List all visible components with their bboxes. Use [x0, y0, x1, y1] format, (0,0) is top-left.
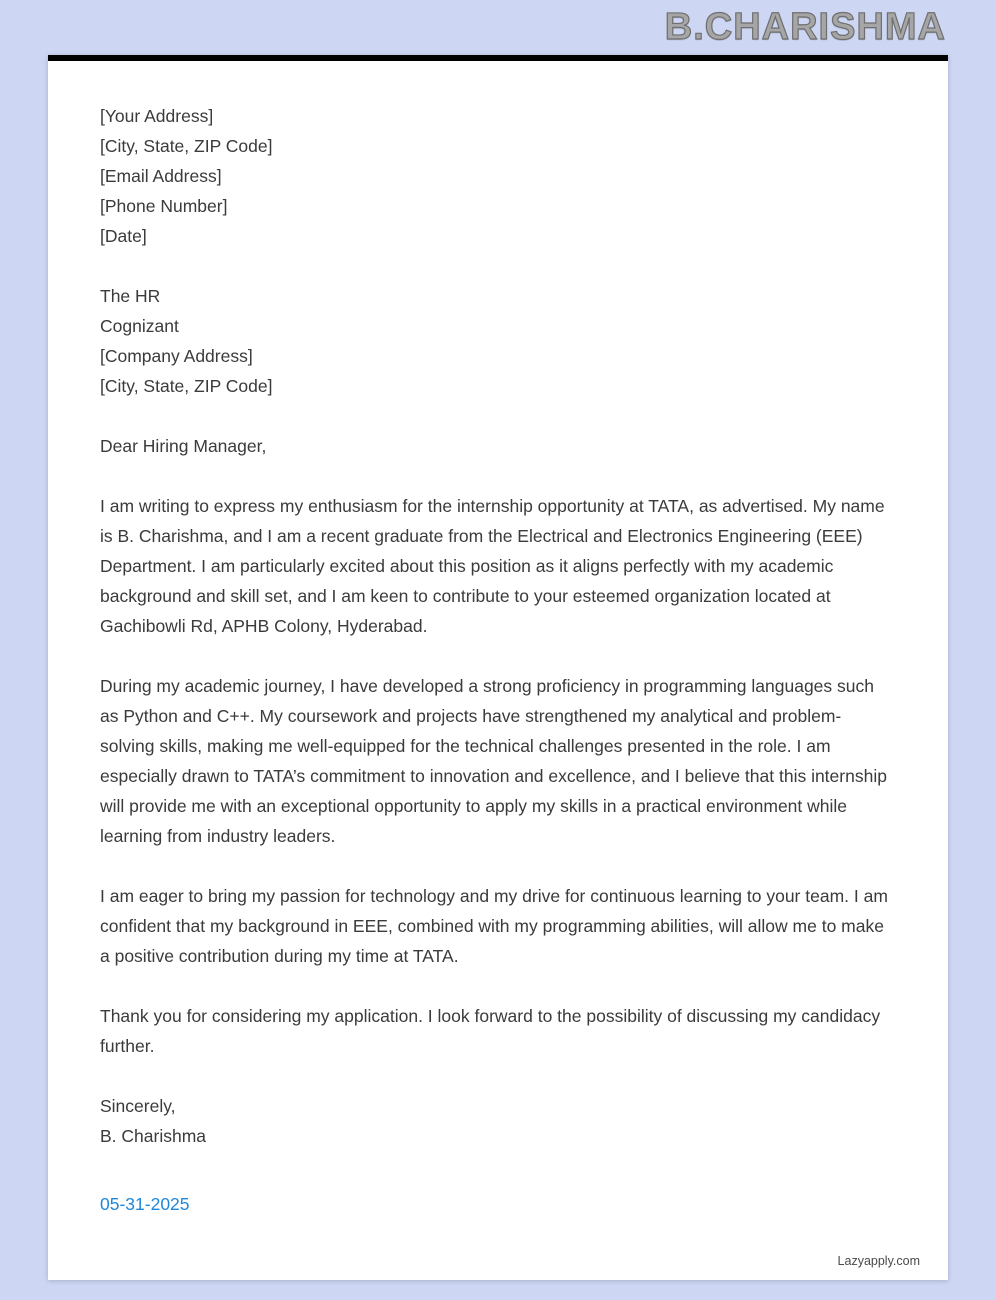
- sender-address-line: [Email Address]: [100, 166, 222, 186]
- signature-name: B. Charishma: [100, 1126, 207, 1146]
- sender-address-line: [City, State, ZIP Code]: [100, 136, 273, 156]
- sender-address-block: [100, 101, 892, 251]
- sender-address-line: [Phone Number]: [100, 196, 228, 216]
- recipient-address-line: The HR: [100, 286, 161, 306]
- signature-block: [100, 1091, 892, 1151]
- recipient-address-line: Cognizant: [100, 316, 179, 336]
- letter-card: [48, 55, 948, 1280]
- recipient-address-line: [City, State, ZIP Code]: [100, 376, 273, 396]
- recipient-address-block: [100, 281, 892, 401]
- watermark-link[interactable]: Lazyapply.com: [837, 1254, 920, 1268]
- sender-address-line: [Date]: [100, 226, 147, 246]
- letter-paragraph: I am eager to bring my passion for technology and my drive for continuous learning to your team. I am confident that my background in EEE, combined with my programming abilities, will allow me to make a positive contribution during my time at TATA.: [100, 886, 888, 966]
- recipient-address-line: [Company Address]: [100, 346, 253, 366]
- letter-body: [48, 61, 948, 1219]
- letter-paragraph: During my academic journey, I have developed a strong proficiency in programming languages such as Python and C++. My coursework and projects have strengthened my analytical and problem-solving skills, making me well-equipped for the technical challenges presented in the role. I am especially drawn to TATA’s commitment to innovation and excellence, and I believe that this internship will provide me with an exceptional opportunity to apply my skills in a practical environment while learning from industry leaders.: [100, 676, 887, 846]
- date-link[interactable]: 05-31-2025: [100, 1194, 190, 1214]
- salutation: Dear Hiring Manager,: [100, 436, 267, 456]
- closing-line: Sincerely,: [100, 1096, 176, 1116]
- letter-paragraph: I am writing to express my enthusiasm for the internship opportunity at TATA, as advertised. My name is B. Charishma, and I am a recent graduate from the Electrical and Electronics Engineering (EEE) Department. I am particularly excited about this position as it aligns perfectly with my academic background and skill set, and I am keen to contribute to your esteemed organization located at Gachibowli Rd, APHB Colony, Hyderabad.: [100, 496, 885, 636]
- sender-address-line: [Your Address]: [100, 106, 214, 126]
- letter-paragraph: Thank you for considering my application. I look forward to the possibility of discussing my candidacy further.: [100, 1006, 881, 1056]
- header-name: B.CHARISHMA: [664, 6, 946, 48]
